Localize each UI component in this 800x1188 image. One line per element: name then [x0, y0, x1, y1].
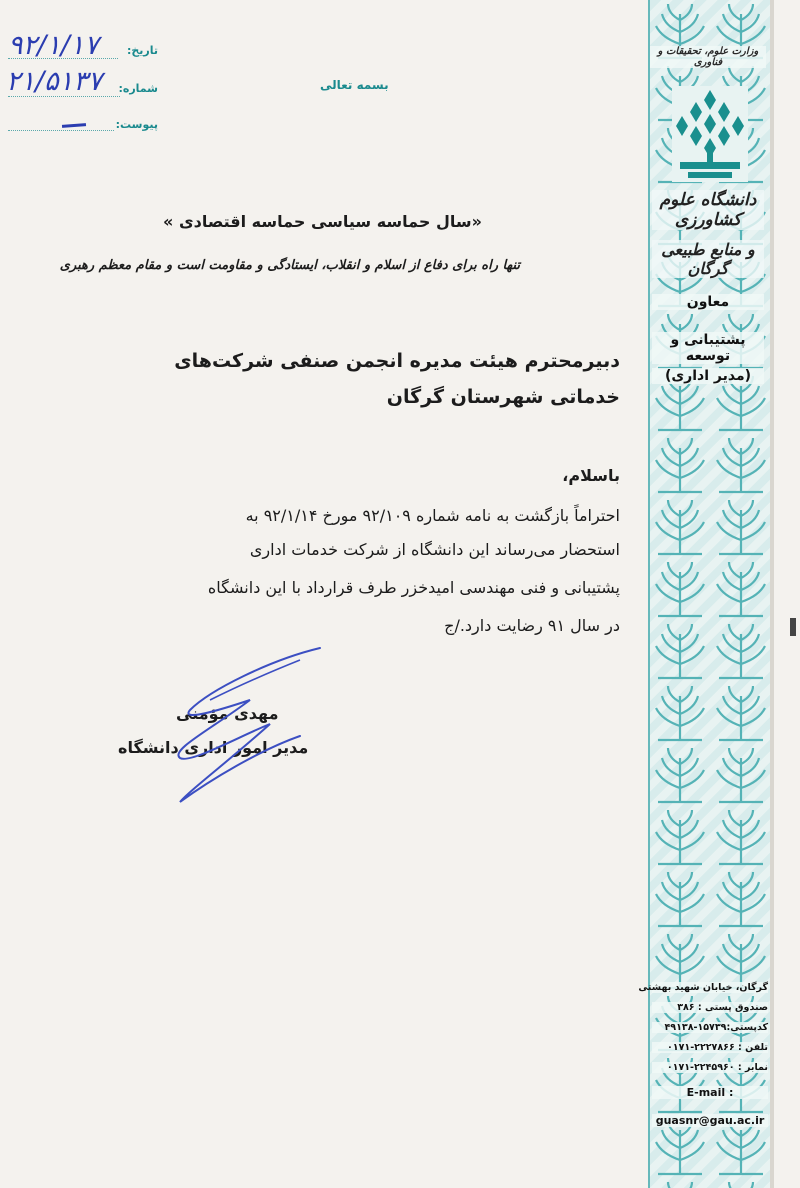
number-handwritten: ۲۱/۵۱۳۷: [6, 66, 103, 97]
department-line3: (مدیر اداری): [652, 368, 764, 384]
university-name-line2: و منابع طبیعی گرگان: [652, 240, 764, 278]
signer-title: مدیر امور اداری دانشگاه: [118, 738, 309, 757]
page-edge: [770, 0, 774, 1188]
basmala: بسمه تعالی: [320, 78, 389, 92]
university-logo-icon: [672, 86, 748, 182]
signature-icon: [150, 640, 350, 810]
number-label: شماره:: [118, 82, 158, 95]
fax: نمابر : ۲۲۴۵۹۶۰-۰۱۷۱: [652, 1062, 768, 1073]
body-line1: احتراماً بازگشت به نامه شماره ۹۲/۱۰۹ مورخ ۹۲/۱/۱۴ به: [245, 506, 620, 525]
email-label: E-mail :: [652, 1086, 768, 1099]
recipient-line2: خدماتی شهرستان گرگان: [386, 386, 620, 408]
attachment-dash-mark: [62, 123, 86, 128]
date-label: تاریخ:: [126, 44, 158, 57]
date-handwritten: ۹۲/۱/۱۷: [8, 30, 99, 61]
address: گرگان، خیابان شهید بهشتی: [638, 982, 768, 993]
body-line3: پشتیبانی و فنی مهندسی امیدخزر طرف قرارداد با این دانشگاه: [207, 578, 620, 597]
margin-mark: [790, 618, 796, 636]
attachment-dotted-line: [8, 130, 114, 131]
email-address[interactable]: guasnr@gau.ac.ir: [652, 1114, 768, 1127]
university-name-line1: دانشگاه علوم کشاورزی: [652, 190, 764, 230]
signer-name: مهدی مؤمنی: [176, 704, 279, 723]
department-line1: معاون: [652, 294, 764, 310]
recipient-line1: دبیرمحترم هیئت مدیره انجمن صنفی شرکت‌های: [174, 350, 620, 372]
leader-quote: تنها راه برای دفاع از اسلام و انقلاب، ایستادگی و مقاومت است و مقام معظم رهبری: [59, 258, 520, 273]
attachment-label: پیوست:: [115, 118, 158, 131]
ministry-name: وزارت علوم، تحقیقات و فناوری: [650, 46, 766, 68]
year-slogan: «سال حماسه سیاسی حماسه اقتصادی »: [163, 212, 482, 231]
phone: تلفن : ۲۲۲۷۸۶۶-۰۱۷۱: [652, 1042, 768, 1053]
department-line2: پشتیبانی و توسعه: [652, 332, 764, 364]
postal-code: کدپستی:۱۵۷۳۹-۴۹۱۳۸: [652, 1022, 768, 1033]
po-box: صندوق پستی : ۳۸۶: [652, 1002, 768, 1013]
greeting: باسلام،: [562, 466, 620, 485]
body-line2: استحضار می‌رساند این دانشگاه از شرکت خدمات اداری: [249, 540, 620, 559]
body-line4: در سال ۹۱ رضایت دارد./ج: [444, 616, 620, 635]
